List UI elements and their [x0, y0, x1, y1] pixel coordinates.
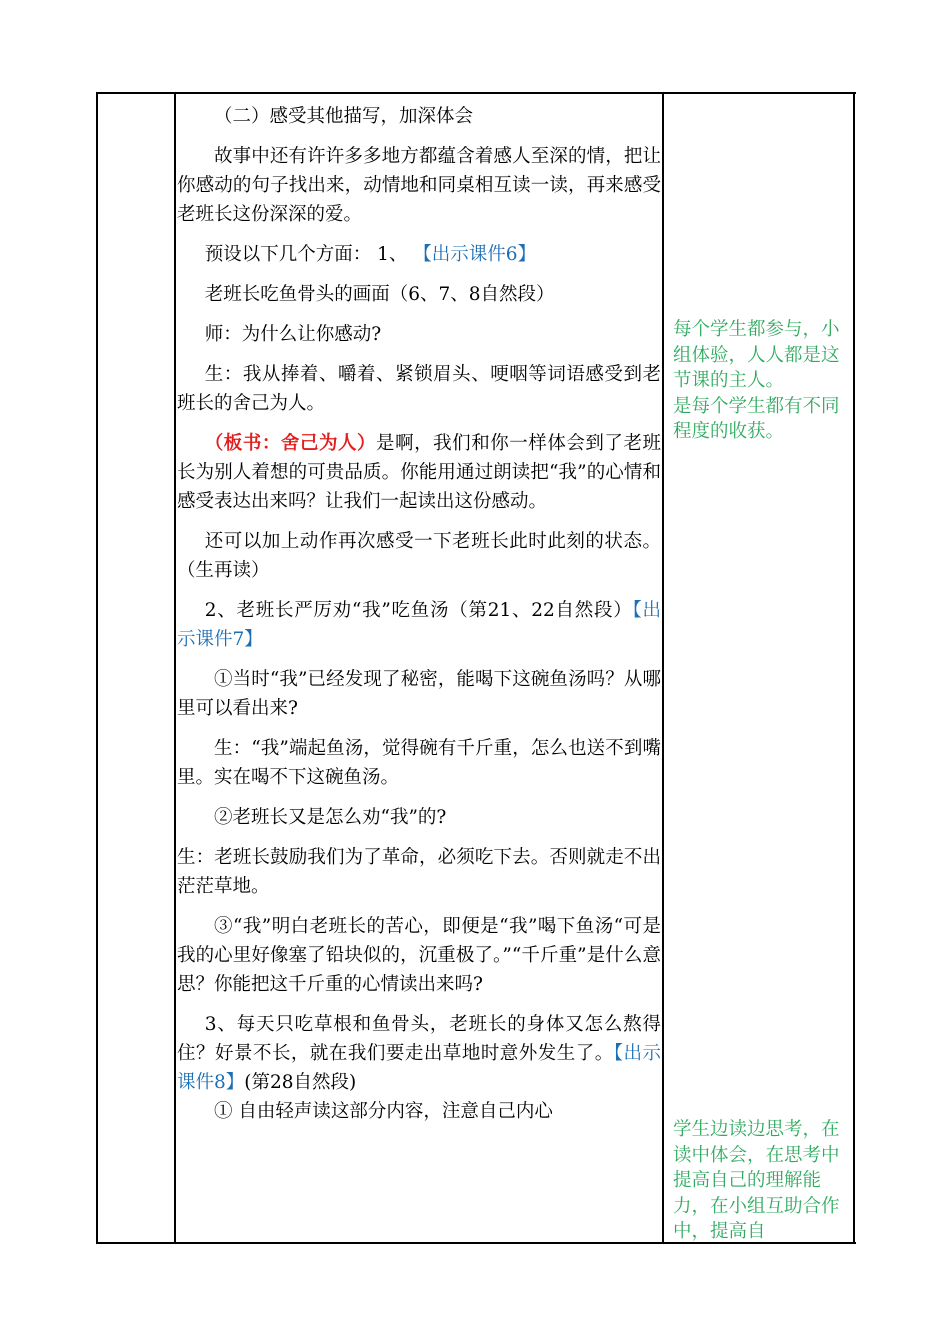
preset-line — [177, 240, 661, 269]
item1-title: 老班长吃鱼骨头的画面（6、7、8自然段） — [204, 284, 555, 305]
answer-1: 生：“我”端起鱼汤，觉得碗有千斤重，怎么也送不到嘴里。实在喝不下这碗鱼汤。 — [177, 738, 661, 788]
student-answer-1: 生：我从捧着、嚼着、紧锁眉头、哽咽等词语感受到老班长的舍己为人。 — [177, 364, 661, 414]
board-note: （板书：舍己为人） — [204, 433, 377, 454]
courseware-8-link: 【出示课件8】 — [177, 1043, 661, 1093]
teaching-process-column — [177, 102, 661, 1126]
teacher-question-1: 师：为什么让你感动? — [204, 324, 382, 345]
table-left-border — [96, 92, 98, 1244]
table-top-border — [96, 92, 856, 94]
courseware-7-link: 【出示课件7】 — [177, 600, 661, 650]
board-paragraph — [177, 429, 661, 516]
column-divider-2 — [662, 92, 664, 1244]
item3-text: 3、每天只吃草根和鱼骨头，老班长的身体又怎么熬得住？好景不长，就在我们要走出草地时意外发生了。 — [177, 1014, 661, 1064]
action-note: 还可以加上动作再次感受一下老班长此时此刻的状态。（生再读） — [177, 531, 661, 581]
section-heading: （二）感受其他描写，加深体会 — [214, 106, 474, 127]
lesson-table — [96, 92, 854, 1244]
board-follow-text: 是啊，我们和你一样体会到了老班长为别人着想的可贵品质。你能用通过朗读把“我”的心情和感受表达出来吗？让我们一起读出这份感动。 — [177, 433, 661, 512]
answer-2: 生：老班长鼓励我们为了革命，必须吃下去。否则就走不出茫茫草地。 — [177, 847, 661, 897]
side-note-1: 每个学生都参与，小组体验，人人都是这节课的主人。 — [673, 319, 840, 391]
item3-tail: (第28自然段) — [244, 1072, 357, 1093]
item2-paragraph — [177, 596, 661, 654]
item2-text: 2、老班长严厉劝“我”吃鱼汤（第21、22自然段） — [204, 600, 633, 621]
side-note-3: 学生边读边思考，在读中体会，在思考中提高自己的理解能力，在小组互助合作中，提高自 — [673, 1119, 840, 1242]
item3-subtask: ① 自由轻声读这部分内容，注意自己内心 — [214, 1101, 553, 1122]
column-divider-1 — [174, 92, 176, 1244]
question-3: ③“我”明白老班长的苦心，即便是“我”喝下鱼汤“可是我的心里好像塞了铅块似的，沉重极了。”“千斤重”是什么意思？你能把这千斤重的心情读出来吗? — [177, 916, 661, 995]
question-1: ①当时“我”已经发现了秘密，能喝下这碗鱼汤吗？从哪里可以看出来? — [177, 669, 661, 719]
design-intent-note-1 — [673, 317, 853, 445]
item3-paragraph — [177, 1010, 661, 1097]
intro-paragraph: 故事中还有许许多多地方都蕴含着感人至深的情，把让你感动的句子找出来，动情地和同桌相互读一读，再来感受老班长这份深深的爱。 — [177, 146, 661, 225]
courseware-6-link: 【出示课件6】 — [413, 244, 537, 265]
design-intent-note-2 — [673, 1117, 853, 1245]
table-right-border — [853, 92, 855, 1244]
preset-text: 预设以下几个方面： 1、 — [204, 244, 408, 265]
side-note-2: 是每个学生都有不同程度的收获。 — [673, 395, 840, 442]
question-2: ②老班长又是怎么劝“我”的? — [214, 807, 447, 828]
